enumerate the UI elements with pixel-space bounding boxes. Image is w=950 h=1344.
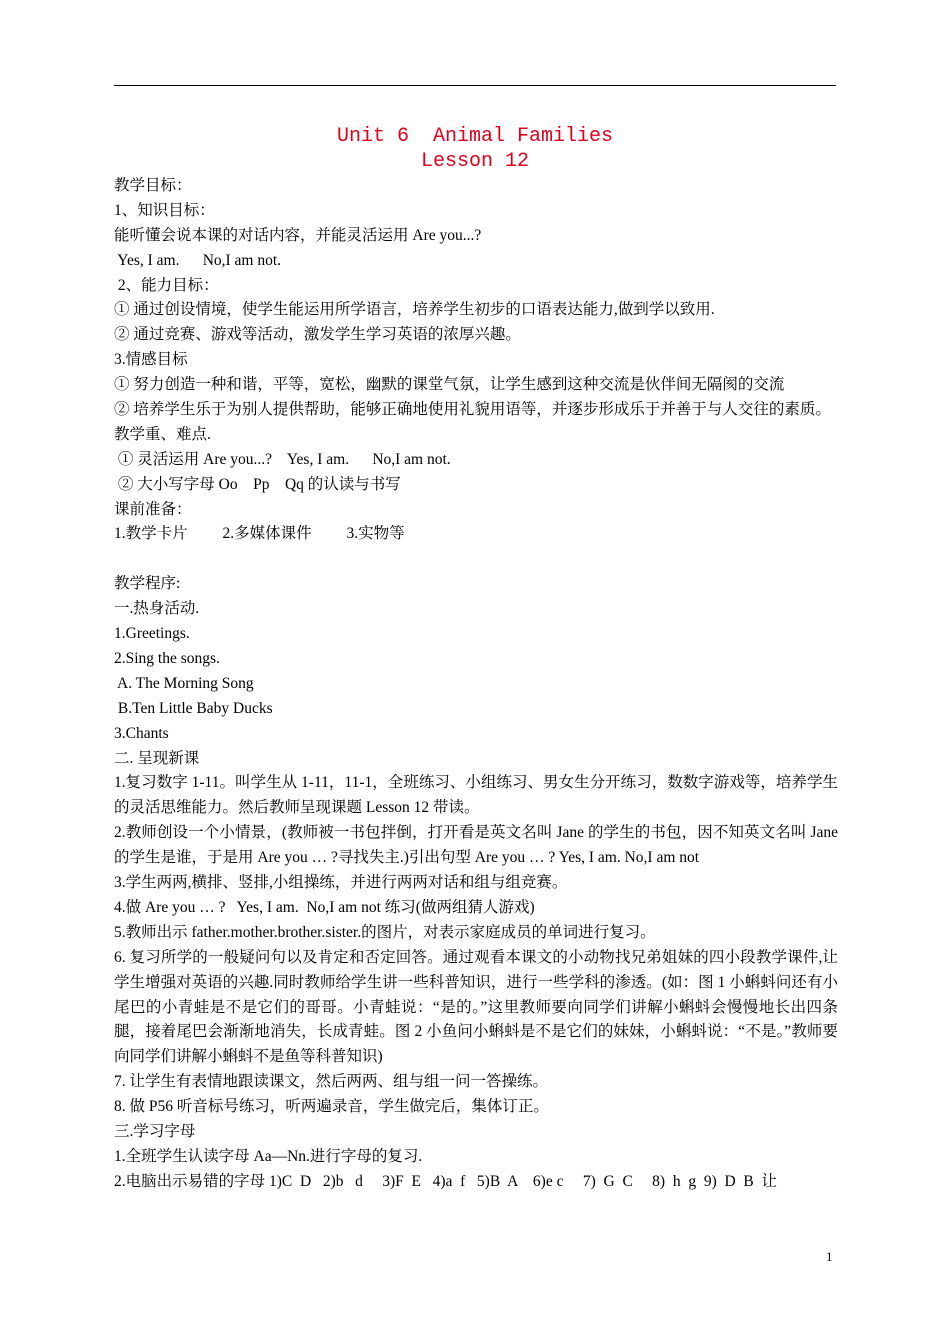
body-paragraph: ② 培养学生乐于为别人提供帮助，能够正确地使用礼貌用语等，并逐步形成乐于并善于与人交往的素质。 <box>114 401 831 419</box>
document-body <box>114 174 838 1195</box>
body-paragraph: 1.复习数字 1-11。叫学生从 1-11，11-1，全班练习、小组练习、男女生分开练习，数数字游戏等，培养学生的灵活思维能力。然后教师呈现课题 Lesson 12 带读。 <box>114 774 838 817</box>
section-warm-up: 一.热身活动. <box>114 600 200 618</box>
header-rule <box>114 85 836 86</box>
body-line: 5.教师出示 father.mother.brother.sister.的图片，对表示家庭成员的单词进行复习。 <box>114 923 656 941</box>
body-line: 2.Sing the songs. <box>114 649 220 667</box>
body-line: B.Ten Little Baby Ducks <box>114 699 273 717</box>
title-unit: Unit 6 Animal Families <box>336 125 614 148</box>
body-line: Yes, I am. No,I am not. <box>114 251 282 269</box>
body-paragraph: 6. 复习所学的一般疑问句以及肯定和否定回答。通过观看本课文的小动物找兄弟姐妹的四小段教学课件,让学生增强对英语的兴趣.同时教师给学生讲一些科普知识，进行一些学科的渗透。(如：图 1 小蝌蚪问还有小尾巴的小青蛙是不是它们的哥哥。小青蛙说：“是的。”这里教师要向同学们讲解小蝌蚪会慢慢地长出四条腿，接着尾巴会渐渐地消失，长成青蛙。图 2 小鱼问小蝌蚪是不是它们的妹妹，小蝌蚪说：“不是。”教师要向同学们讲解小蝌蚪不是鱼等科普知识) <box>114 948 838 1066</box>
body-line: 1.教学卡片 2.多媒体课件 3.实物等 <box>114 525 405 543</box>
title-lesson: Lesson 12 <box>420 150 530 173</box>
body-line: 8. 做 P56 听音标号练习，听两遍录音，学生做完后，集体订正。 <box>114 1098 549 1116</box>
body-line: 4.做 Are you … ? Yes, I am. No,I am not 练习(做两组猜人游戏) <box>114 898 535 916</box>
heading-key-points: 教学重、难点. <box>114 425 211 443</box>
body-line: A. The Morning Song <box>114 674 254 692</box>
section-new-lesson: 二. 呈现新课 <box>114 749 200 767</box>
heading-preparation: 课前准备： <box>114 500 192 518</box>
body-line: ② 大小写字母 Oo Pp Qq 的认读与书写 <box>114 475 401 493</box>
document-title <box>114 124 836 174</box>
heading-procedure: 教学程序: <box>114 575 181 593</box>
body-line: 7. 让学生有表情地跟读课文，然后两两、组与组一问一答操练。 <box>114 1073 549 1091</box>
body-paragraph: 2.教师创设一个小情景，(教师被一书包拌倒，打开看是英文名叫 Jane 的学生的书包，因不知英文名叫 Jane 的学生是谁，于是用 Are you … ?寻找失主.)引出句型 Are you … ? Yes, I am. No,I am not <box>114 824 838 867</box>
body-line: 1.全班学生认读字母 Aa—Nn.进行字母的复习. <box>114 1147 423 1165</box>
emotion-objective-heading: 3.情感目标 <box>114 351 188 369</box>
body-line: 能听懂会说本课的对话内容，并能灵活运用 Are you...? <box>114 226 482 244</box>
section-letters: 三.学习字母 <box>114 1123 196 1140</box>
body-line: 3.Chants <box>114 724 169 742</box>
blank-line <box>114 547 838 572</box>
body-line: 2.电脑出示易错的字母 1)C D 2)b d 3)F E 4)a f 5)B A 6)e c 7) G C 8) h g 9) D B 让 <box>114 1172 778 1190</box>
ability-objective-heading: 2、能力目标： <box>114 276 219 294</box>
page-number: 1 <box>826 1249 833 1264</box>
body-line: 3.学生两两,横排、竖排,小组操练，并进行两两对话和组与组竞赛。 <box>114 874 568 892</box>
body-line: 1.Greetings. <box>114 625 190 643</box>
body-line: ① 灵活运用 Are you...? Yes, I am. No,I am not. <box>114 450 451 468</box>
body-line: ① 通过创设情境，使学生能运用所学语言，培养学生初步的口语表达能力,做到学以致用. <box>114 301 715 319</box>
knowledge-objective-heading: 1、知识目标： <box>114 201 215 219</box>
body-line: ① 努力创造一种和谐，平等，宽松，幽默的课堂气氛，让学生感到这种交流是伙伴间无隔阂的交流 <box>114 376 785 394</box>
body-line: ② 通过竞赛、游戏等活动，激发学生学习英语的浓厚兴趣。 <box>114 326 521 344</box>
heading-objectives: 教学目标： <box>114 177 192 194</box>
